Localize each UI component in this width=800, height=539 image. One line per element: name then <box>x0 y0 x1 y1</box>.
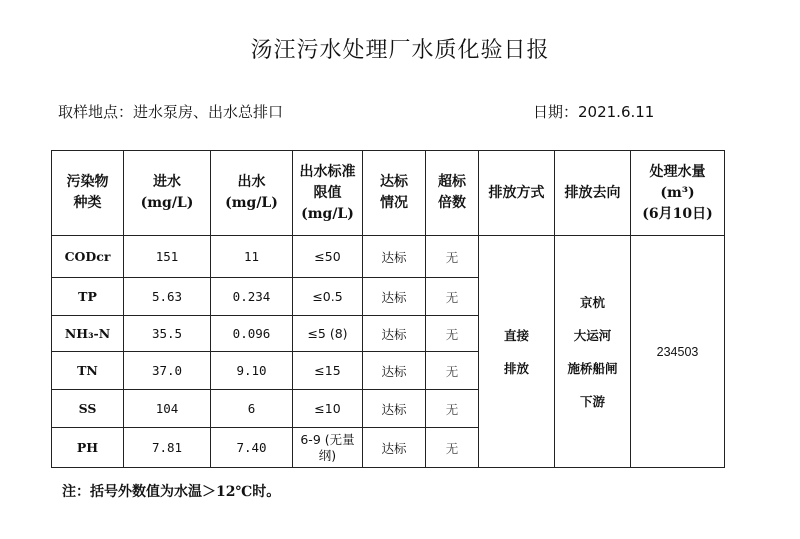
status-value: 达标 <box>363 390 426 428</box>
limit-value: ≤10 <box>293 390 363 428</box>
exceed-value: 无 <box>426 390 479 428</box>
status-value: 达标 <box>363 278 426 316</box>
header-discharge-method: 排放方式 <box>479 151 555 236</box>
report-date: 日期：2021.6.11 <box>533 103 655 121</box>
pollutant-name: NH₃-N <box>52 316 124 352</box>
limit-value: 6-9 (无量 纲) <box>293 428 363 468</box>
outflow-value: 9.10 <box>211 352 293 390</box>
footnote: 注：括号外数值为水温＞12℃时。 <box>62 484 281 500</box>
limit-value: ≤0.5 <box>293 278 363 316</box>
discharge-destination: 京杭 大运河 施桥船闸 下游 <box>555 236 631 468</box>
inflow-value: 151 <box>124 236 211 278</box>
inflow-value: 5.63 <box>124 278 211 316</box>
pollutant-name: CODcr <box>52 236 124 278</box>
pollutant-name: TN <box>52 352 124 390</box>
exceed-value: 无 <box>426 236 479 278</box>
header-discharge-destination: 排放去向 <box>555 151 631 236</box>
treated-volume: 234503 <box>631 236 725 468</box>
status-value: 达标 <box>363 236 426 278</box>
inflow-value: 35.5 <box>124 316 211 352</box>
outflow-value: 0.234 <box>211 278 293 316</box>
exceed-value: 无 <box>426 278 479 316</box>
status-value: 达标 <box>363 352 426 390</box>
table-row <box>52 236 725 278</box>
outflow-value: 6 <box>211 390 293 428</box>
outflow-value: 11 <box>211 236 293 278</box>
pollutant-name: SS <box>52 390 124 428</box>
header-inflow: 进水 (mg/L) <box>124 151 211 236</box>
inflow-value: 37.0 <box>124 352 211 390</box>
inflow-value: 104 <box>124 390 211 428</box>
header-exceed: 超标 倍数 <box>426 151 479 236</box>
header-treated-volume: 处理水量 (m³) (6月10日) <box>631 151 725 236</box>
inflow-value: 7.81 <box>124 428 211 468</box>
pollutant-name: TP <box>52 278 124 316</box>
limit-value: ≤15 <box>293 352 363 390</box>
discharge-method: 直接 排放 <box>479 236 555 468</box>
outflow-value: 7.40 <box>211 428 293 468</box>
exceed-value: 无 <box>426 352 479 390</box>
report-title: 汤汪污水处理厂水质化验日报 <box>250 38 550 63</box>
status-value: 达标 <box>363 428 426 468</box>
pollutant-name: PH <box>52 428 124 468</box>
outflow-value: 0.096 <box>211 316 293 352</box>
header-status: 达标 情况 <box>363 151 426 236</box>
water-quality-table <box>51 150 725 468</box>
status-value: 达标 <box>363 316 426 352</box>
sampling-location: 取样地点：进水泵房、出水总排口 <box>58 103 284 121</box>
header-outflow: 出水 (mg/L) <box>211 151 293 236</box>
limit-value: ≤5 (8) <box>293 316 363 352</box>
header-limit: 出水标准 限值 (mg/L) <box>293 151 363 236</box>
limit-value: ≤50 <box>293 236 363 278</box>
exceed-value: 无 <box>426 316 479 352</box>
exceed-value: 无 <box>426 428 479 468</box>
header-pollutant: 污染物 种类 <box>52 151 124 236</box>
table-header-row <box>52 151 725 236</box>
